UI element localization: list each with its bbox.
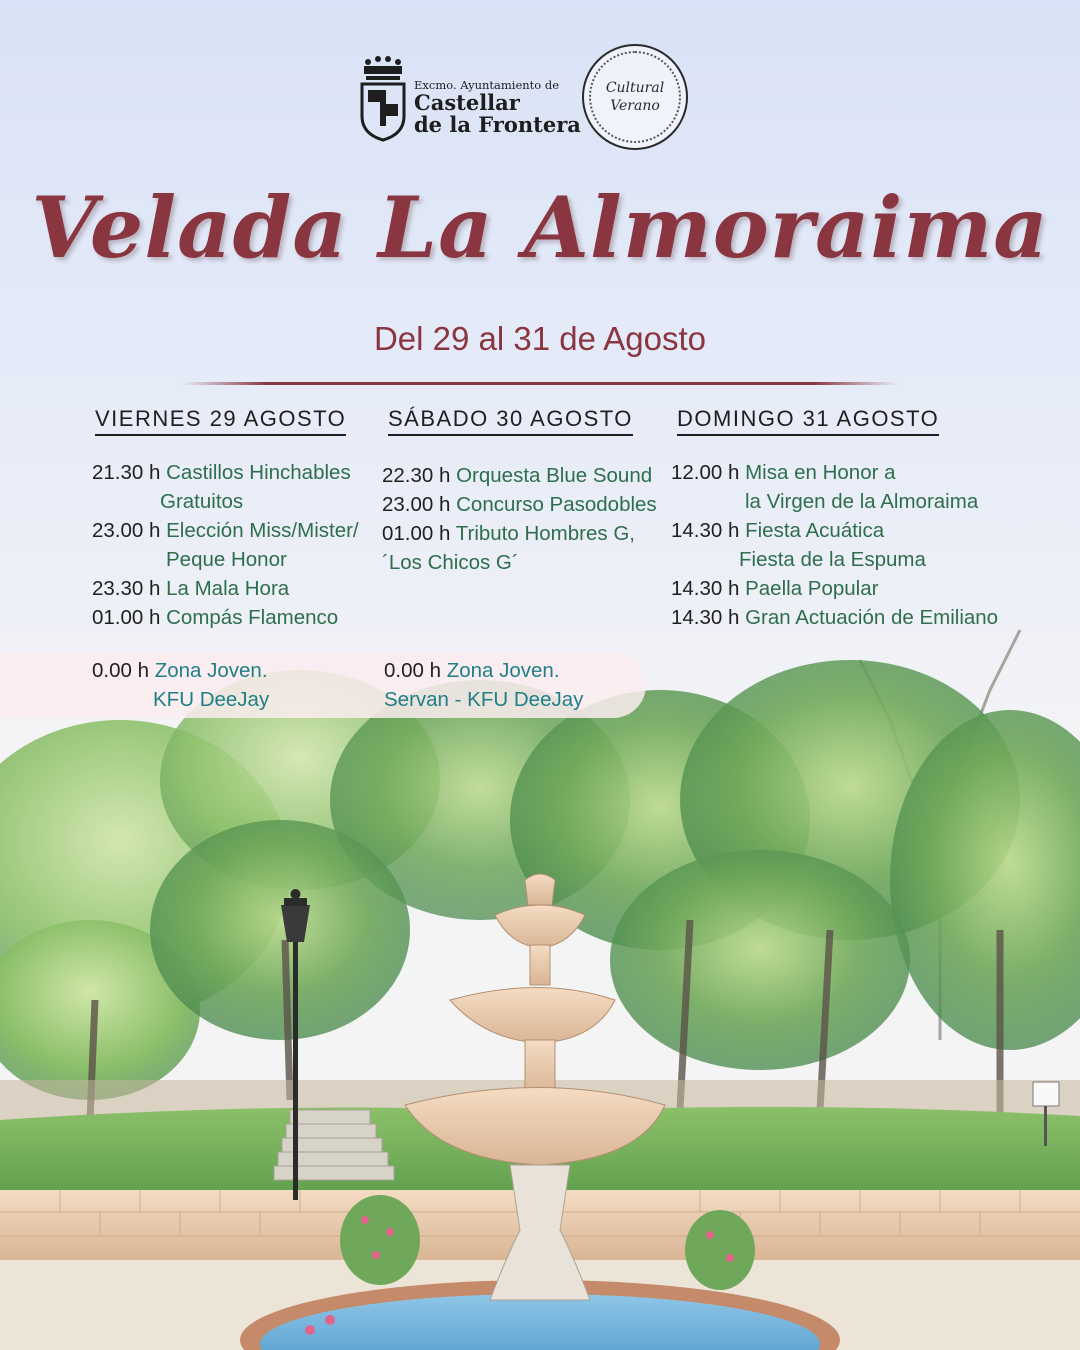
list-item: 12.00 h Misa en Honor a la Virgen de la Almoraima: [671, 461, 979, 513]
event-dates: Del 29 al 31 de Agosto: [373, 320, 707, 357]
friday-youth-zone: 0.00 h Zona Joven. KFU DeeJay: [92, 659, 270, 711]
event-title: Velada La Almoraima: [31, 178, 1049, 277]
list-item: 01.00 h Compás Flamenco: [92, 606, 339, 629]
friday-events: [92, 458, 359, 632]
list-item: 14.30 h Fiesta Acuática Fiesta de la Espuma: [671, 519, 926, 571]
badge-line2: Verano: [610, 98, 660, 114]
list-item: 23.30 h La Mala Hora: [92, 577, 290, 600]
sunday-events: [671, 458, 998, 632]
list-item: 21.30 h Castillos Hinchables Gratuitos: [92, 461, 351, 513]
list-item: 14.30 h Paella Popular: [671, 577, 879, 600]
day-heading-saturday: SÁBADO 30 AGOSTO: [388, 406, 633, 436]
day-heading-friday: VIERNES 29 AGOSTO: [95, 406, 346, 436]
council-line1: Castellar: [414, 90, 520, 115]
title-divider: [182, 382, 898, 385]
badge-line1: Cultural: [605, 80, 665, 96]
council-small: Excmo. Ayuntamiento de: [414, 78, 560, 92]
list-item: 23.00 h Elección Miss/Mister/ Peque Honor: [92, 519, 359, 571]
saturday-youth-zone: 0.00 h Zona Joven. Servan - KFU DeeJay: [384, 659, 584, 711]
saturday-events: [382, 461, 657, 577]
list-item: 14.30 h Gran Actuación de Emiliano: [671, 606, 999, 629]
list-item: 22.30 h Orquesta Blue Sound: [382, 464, 653, 487]
coat-of-arms-icon: [358, 52, 408, 142]
list-item: 23.00 h Concurso Pasodobles: [382, 493, 657, 516]
cultural-verano-badge: [582, 44, 688, 150]
council-name: [414, 78, 581, 136]
list-item: 01.00 h Tributo Hombres G, ´Los Chicos G´: [382, 522, 635, 574]
council-line2: de la Frontera: [414, 112, 581, 137]
day-heading-sunday: DOMINGO 31 AGOSTO: [677, 406, 939, 436]
